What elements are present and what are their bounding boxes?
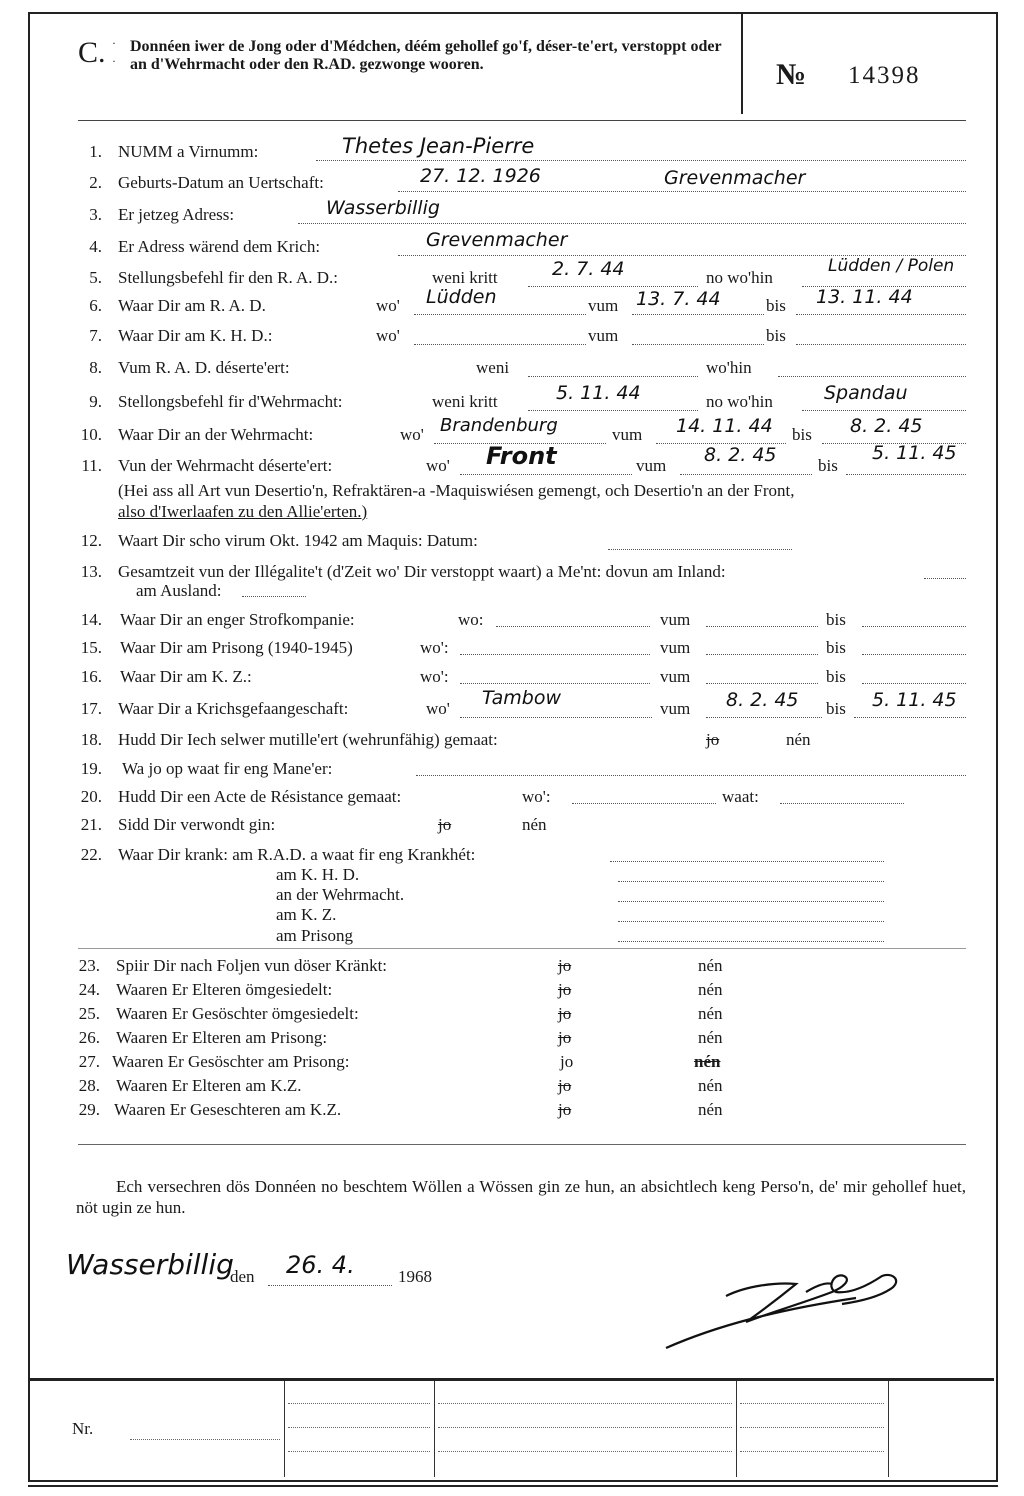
- signing-date: 26. 4.: [286, 1251, 355, 1279]
- footer-table: [30, 1378, 994, 1477]
- hand-wehrmacht-from: 14. 11. 44: [676, 415, 773, 437]
- hand-wehrmacht-order-place: Spandau: [824, 382, 908, 404]
- hand-rad-from: 13. 7. 44: [636, 288, 721, 310]
- hand-birthdate: 27. 12. 1926: [420, 165, 541, 187]
- hand-wehrmacht-place: Brandenburg: [440, 415, 558, 436]
- hand-wehrmacht-to: 8. 2. 45: [850, 415, 923, 437]
- hand-desertion-place: Front: [486, 442, 557, 470]
- rule-22: [78, 948, 966, 949]
- rule-declaration: [78, 1144, 966, 1145]
- signing-place: Wasserbillig: [66, 1248, 234, 1281]
- section-letter: C.: [78, 36, 106, 69]
- hand-war-address: Grevenmacher: [426, 229, 568, 251]
- hand-rad-order-date: 2. 7. 44: [552, 258, 625, 280]
- hand-birthplace: Grevenmacher: [664, 167, 806, 189]
- hand-wehrmacht-order-date: 5. 11. 44: [556, 382, 641, 404]
- hand-rad-place: Lüdden: [426, 286, 497, 308]
- hand-desertion-from: 8. 2. 45: [704, 444, 777, 466]
- declaration-text: Ech versechren dös Donnéen no beschtem Wöllen a Wössen gin ze hun, an absichtlech keng Perso'n, de' mir gehollef huet, nöt ugin ze hun.: [76, 1177, 966, 1217]
- hand-name: Thetes Jean-Pierre: [342, 134, 535, 158]
- note-11: (Hei ass all Art vun Desertio'n, Refraktären-a -Maquiswiésen gemengt, och Desertio'n an der Front, also d'Iwerlaafen zu den Allie'erten.): [118, 481, 795, 521]
- header-rule: [78, 120, 966, 121]
- hand-desertion-to: 5. 11. 45: [872, 442, 957, 464]
- hand-rad-order-place: Lüdden / Polen: [828, 256, 955, 276]
- form-title: Donnéen iwer de Jong oder d'Médchen, déém gehollef go'f, déser-te'ert, verstoppt oder an d'Wehrmacht oder den R.AD. gezwonge wooren.: [130, 38, 722, 73]
- form-number: 14398: [848, 62, 921, 89]
- header-divider: [741, 14, 743, 114]
- hand-pow-from: 8. 2. 45: [726, 689, 799, 711]
- signature: [656, 1262, 916, 1358]
- header-bullets: · ·: [112, 36, 116, 68]
- hand-pow-to: 5. 11. 45: [872, 689, 957, 711]
- nr-label: Nr.: [72, 1419, 94, 1438]
- hand-rad-to: 13. 11. 44: [816, 286, 913, 308]
- hand-address: Wasserbillig: [326, 197, 440, 219]
- number-symbol: №: [776, 58, 807, 91]
- hand-pow-place: Tambow: [482, 687, 561, 709]
